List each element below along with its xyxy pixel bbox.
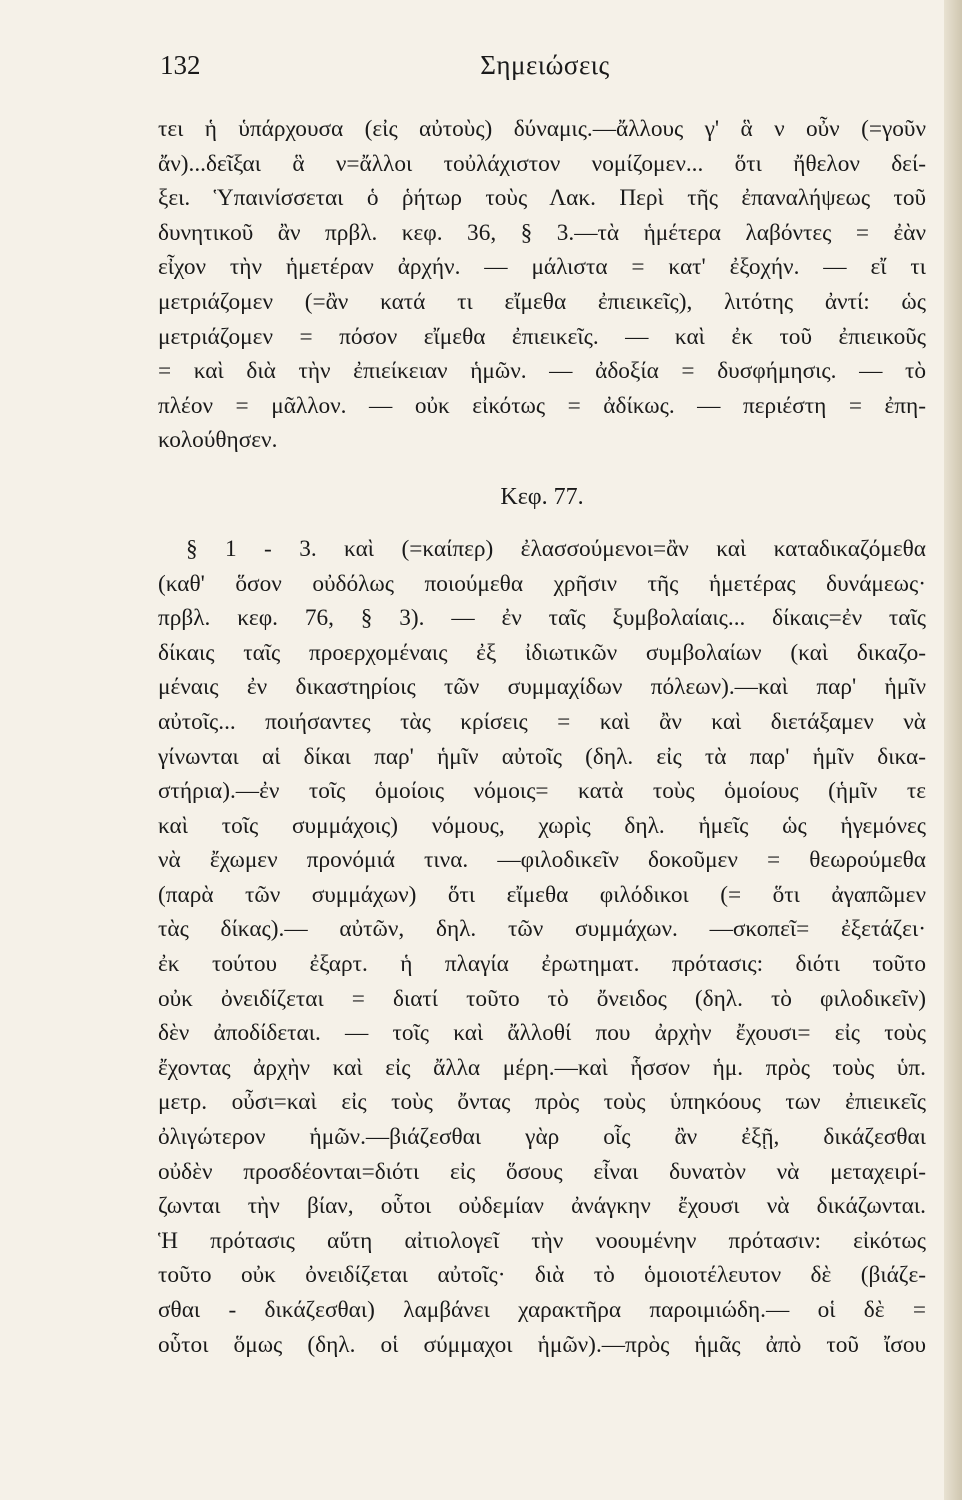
text-line: δίκαις ταῖς προερχομέναις ἐξ ἰδιωτικῶν συμβολαίων (καὶ δικαζο- (158, 639, 926, 666)
text-line: σθαι - δικάζεσθαι) λαμβάνει χαρακτῆρα παροιμιώδη.— οἱ δὲ = (158, 1297, 926, 1323)
text-line: δὲν ἀποδίδεται. — τοῖς καὶ ἄλλοθί που ἀρχὴν ἔχουσι= εἰς τοὺς (158, 1020, 926, 1047)
text-line: καὶ τοῖς συμμάχοις) νόμους, χωρὶς δηλ. ἡμεῖς ὡς ἡγεμόνες (158, 812, 926, 839)
running-head (160, 50, 930, 90)
text-line: αὐτοῖς... ποιήσαντες τὰς κρίσεις = καὶ ἂν καὶ διετάξαμεν νὰ (158, 708, 926, 735)
text-line: κολούθησεν. (158, 427, 278, 454)
text-line: μέναις ἐν δικαστηρίοις τῶν συμμαχίδων πόλεων).—καὶ παρ' ἡμῖν (158, 674, 926, 701)
text-line: νὰ ἔχωμεν προνόμιά τινα. —φιλοδικεῖν δοκοῦμεν = θεωρούμεθα (158, 847, 926, 874)
text-line: πρβλ. κεφ. 76, § 3). — ἐν ταῖς ξυμβολαίαις... δίκαις=ἐν ταῖς (158, 605, 926, 632)
text-line: γίνωνται αἱ δίκαι παρ' ἡμῖν αὐτοῖς (δηλ. εἰς τὰ παρ' ἡμῖν δικα- (158, 743, 926, 770)
text-line: (καθ' ὅσον οὐδόλως ποιούμεθα χρῆσιν τῆς ἡμετέρας δυνάμεως· (158, 570, 926, 597)
text-line: πλέον = μᾶλλον. — οὐκ εἰκότως = ἀδίκως. — περιέστη = ἐπη- (158, 392, 926, 419)
text-line: § 1 - 3. καὶ (=καίπερ) ἐλασσούμενοι=ἂν καὶ καταδικαζόμεθα (186, 535, 926, 562)
text-line: τοῦτο οὐκ ὀνειδίζεται αὐτοῖς· διὰ τὸ ὁμοιοτέλευτον δὲ (βιάζε- (158, 1262, 926, 1289)
text-line: ὀλιγώτερον ἡμῶν.—βιάζεσθαι γὰρ οἷς ἂν ἐξῇ, δικάζεσθαι (158, 1124, 926, 1151)
text-line: = καὶ διὰ τὴν ἐπιείκειαν ἡμῶν. — ἀδοξία = δυσφήμησις. — τὸ (158, 358, 926, 385)
text-line: (παρὰ τῶν συμμάχων) ὅτι εἴμεθα φιλόδικοι (= ὅτι ἀγαπῶμεν (158, 881, 926, 908)
text-line: ἄν)...δεῖξαι ἃ ν=ἄλλοι τοὐλάχιστον νομίζομεν... ὅτι ἤθελον δεί- (158, 150, 926, 177)
text-line: ἐκ τούτου ἐξαρτ. ἡ πλαγία ἐρωτηματ. πρότασις: διότι τοῦτο (158, 951, 926, 978)
text-line: δυνητικοῦ ἂν πρβλ. κεφ. 36, § 3.—τὰ ἡμέτερα λαβόντες = ἐὰν (158, 219, 926, 246)
chapter-heading: Κεφ. 77. (500, 483, 584, 510)
text-line: ξει. Ὑπαινίσσεται ὁ ῥήτωρ τοὺς Λακ. Περὶ τῆς ἐπαναλήψεως τοῦ (158, 185, 926, 212)
text-line: μετριάζομεν (=ἂν κατά τι εἴμεθα ἐπιεικεῖς), λιτότης ἀντί: ὡς (158, 288, 926, 315)
running-title: Σημειώσεις (480, 50, 610, 80)
page-number: 132 (160, 50, 201, 80)
page-edge-shadow (944, 0, 962, 1500)
text-line: εἶχον τὴν ἡμετέραν ἀρχήν. — μάλιστα = κατ' ἐξοχήν. — εἴ τι (158, 254, 926, 281)
text-line: μετριάζομεν = πόσον εἴμεθα ἐπιεικεῖς. — καὶ ἐκ τοῦ ἐπιεικοῦς (158, 323, 926, 350)
text-line: οὐδὲν προσδέονται=διότι εἰς ὅσους εἶναι δυνατὸν νὰ μεταχειρί- (158, 1158, 926, 1185)
body-text (158, 112, 926, 1362)
text-line: ζωνται τὴν βίαν, οὗτοι οὐδεμίαν ἀνάγκην ἔχουσι νὰ δικάζωνται. (158, 1193, 926, 1220)
text-line: Ἡ πρότασις αὕτη αἰτιολογεῖ τὴν νοουμένην πρότασιν: εἰκότως (158, 1227, 926, 1254)
text-line: ἔχοντας ἀρχὴν καὶ εἰς ἄλλα μέρη.—καὶ ἧσσον ἡμ. πρὸς τοὺς ὑπ. (158, 1054, 926, 1081)
text-line: στήρια).—ἐν τοῖς ὁμοίοις νόμοις= κατὰ τοὺς ὁμοίους (ἡμῖν τε (158, 778, 926, 805)
text-line: μετρ. οὖσι=καὶ εἰς τοὺς ὄντας πρὸς τοὺς ὑπηκόους των ἐπιεικεῖς (158, 1089, 926, 1116)
text-line: τὰς δίκας).— αὐτῶν, δηλ. τῶν συμμάχων. —σκοπεῖ= ἐξετάζει· (158, 916, 926, 943)
text-line: τει ἡ ὑπάρχουσα (εἰς αὐτοὺς) δύναμις.—ἄλλους γ' ἃ ν οὖν (=γοῦν (158, 116, 926, 142)
text-line: οὐκ ὀνειδίζεται = διατί τοῦτο τὸ ὄνειδος (δηλ. τὸ φιλοδικεῖν) (158, 985, 926, 1012)
text-line: οὗτοι ὅμως (δηλ. οἱ σύμμαχοι ἡμῶν).—πρὸς ἡμᾶς ἀπὸ τοῦ ἴσου (158, 1331, 926, 1358)
